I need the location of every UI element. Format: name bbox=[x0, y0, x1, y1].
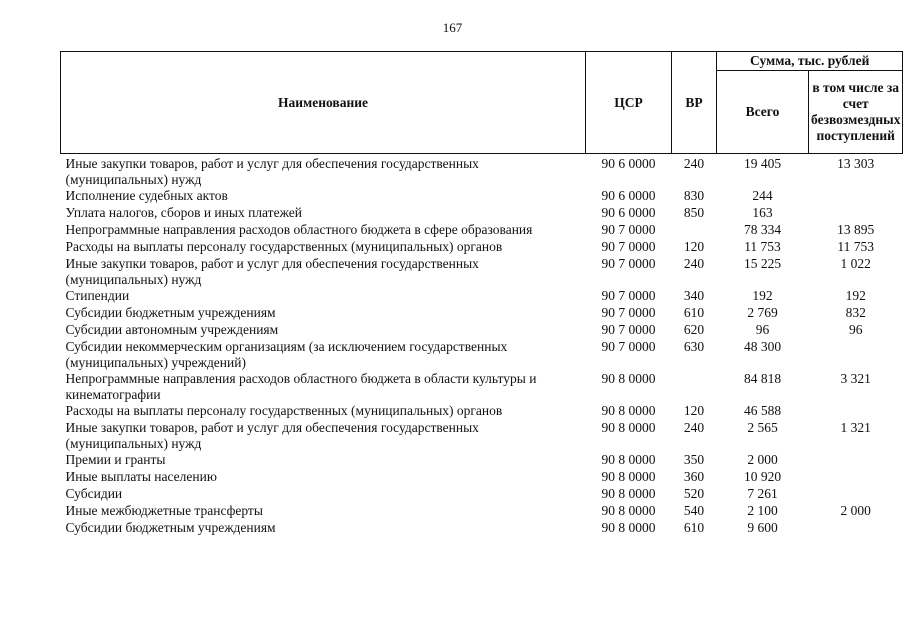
row-gratuitous bbox=[809, 205, 903, 222]
table-row bbox=[61, 256, 903, 288]
row-csr: 90 7 0000 bbox=[601, 222, 656, 237]
row-csr: 90 7 0000 bbox=[601, 322, 656, 337]
row-vr: 120 bbox=[683, 403, 705, 418]
row-vr: 830 bbox=[683, 188, 705, 203]
row-total: 48 300 bbox=[743, 339, 782, 354]
row-total: 11 753 bbox=[744, 239, 781, 254]
table-row bbox=[61, 322, 903, 339]
row-csr: 90 7 0000 bbox=[601, 305, 656, 320]
row-total: 84 818 bbox=[743, 371, 782, 386]
row-total: 2 000 bbox=[747, 452, 778, 467]
row-gratuitous: 13 895 bbox=[837, 222, 875, 237]
table-row bbox=[61, 486, 903, 503]
row-gratuitous: 13 303 bbox=[837, 156, 875, 171]
row-name: Субсидии автономным учреждениям bbox=[65, 322, 279, 337]
table-row bbox=[61, 288, 903, 305]
row-gratuitous: 11 753 bbox=[837, 239, 875, 254]
row-total: 192 bbox=[752, 288, 773, 303]
header-vr: ВР bbox=[672, 52, 717, 154]
row-gratuitous: 3 321 bbox=[840, 371, 871, 386]
row-name: Иные закупки товаров, работ и услуг для обеспечения государственных (муниципальных) нужд bbox=[65, 156, 479, 187]
row-gratuitous: 96 bbox=[848, 322, 863, 337]
row-csr: 90 8 0000 bbox=[601, 520, 656, 535]
row-total: 15 225 bbox=[743, 256, 782, 271]
row-name: Иные закупки товаров, работ и услуг для обеспечения государственных (муниципальных) нужд bbox=[65, 420, 479, 451]
row-total: 7 261 bbox=[747, 486, 778, 501]
row-vr: 350 bbox=[683, 452, 705, 467]
table-row bbox=[61, 222, 903, 239]
table-row bbox=[61, 420, 903, 452]
row-vr: 610 bbox=[683, 305, 705, 320]
table-row bbox=[61, 205, 903, 222]
table-row bbox=[61, 403, 903, 420]
row-csr: 90 8 0000 bbox=[601, 403, 656, 418]
row-name: Иные межбюджетные трансферты bbox=[65, 503, 263, 518]
table-body bbox=[61, 154, 903, 538]
row-total: 19 405 bbox=[743, 156, 782, 171]
row-vr: 240 bbox=[683, 156, 705, 171]
row-gratuitous: 192 bbox=[845, 288, 866, 303]
row-gratuitous: 2 000 bbox=[840, 503, 871, 518]
row-csr: 90 7 0000 bbox=[601, 288, 656, 303]
row-vr bbox=[672, 222, 717, 239]
row-name: Уплата налогов, сборов и иных платежей bbox=[65, 205, 302, 220]
header-gratuitous: в том числе за счет безвозмездных поступлений bbox=[809, 71, 903, 154]
row-name: Субсидии бюджетным учреждениям bbox=[65, 520, 276, 535]
row-total: 2 769 bbox=[747, 305, 778, 320]
row-vr: 620 bbox=[683, 322, 705, 337]
row-csr: 90 8 0000 bbox=[601, 452, 656, 467]
row-total: 2 565 bbox=[747, 420, 778, 435]
table-row bbox=[61, 520, 903, 537]
row-csr: 90 7 0000 bbox=[601, 256, 656, 271]
row-gratuitous bbox=[809, 403, 903, 420]
row-csr: 90 7 0000 bbox=[601, 239, 656, 254]
row-vr: 540 bbox=[683, 503, 705, 518]
row-name: Субсидии бюджетным учреждениям bbox=[65, 305, 276, 320]
row-vr: 520 bbox=[683, 486, 705, 501]
row-total: 96 bbox=[755, 322, 770, 337]
row-name: Расходы на выплаты персоналу государственных (муниципальных) органов bbox=[65, 403, 503, 418]
header-name: Наименование bbox=[61, 52, 586, 154]
row-name: Непрограммные направления расходов областного бюджета в сфере образования bbox=[65, 222, 533, 237]
row-gratuitous bbox=[809, 339, 903, 371]
table-row bbox=[61, 339, 903, 371]
row-vr: 630 bbox=[683, 339, 705, 354]
row-total: 46 588 bbox=[743, 403, 782, 418]
row-csr: 90 8 0000 bbox=[601, 486, 656, 501]
row-vr: 850 bbox=[683, 205, 705, 220]
budget-table bbox=[60, 51, 903, 537]
row-csr: 90 6 0000 bbox=[601, 156, 656, 171]
row-csr: 90 6 0000 bbox=[601, 205, 656, 220]
row-vr: 340 bbox=[683, 288, 705, 303]
row-name: Премии и гранты bbox=[65, 452, 166, 467]
header-total: Всего bbox=[717, 71, 809, 154]
table-row bbox=[61, 371, 903, 403]
row-csr: 90 8 0000 bbox=[601, 371, 656, 386]
table-row bbox=[61, 469, 903, 486]
page-number: 167 bbox=[442, 20, 463, 35]
table-row bbox=[61, 305, 903, 322]
header-sum-group: Сумма, тыс. рублей bbox=[717, 52, 903, 71]
row-vr: 120 bbox=[683, 239, 705, 254]
row-name: Исполнение судебных актов bbox=[65, 188, 228, 203]
table-row bbox=[61, 154, 903, 189]
table-row bbox=[61, 188, 903, 205]
row-vr: 240 bbox=[683, 420, 705, 435]
row-total: 10 920 bbox=[743, 469, 782, 484]
header-csr: ЦСР bbox=[586, 52, 672, 154]
row-vr bbox=[672, 371, 717, 403]
row-name: Непрограммные направления расходов областного бюджета в области культуры и кинематографии bbox=[65, 371, 537, 402]
table-header bbox=[61, 52, 903, 154]
row-total: 9 600 bbox=[747, 520, 778, 535]
row-total: 78 334 bbox=[743, 222, 782, 237]
row-gratuitous bbox=[809, 469, 903, 486]
row-total: 2 100 bbox=[747, 503, 778, 518]
row-vr: 240 bbox=[683, 256, 705, 271]
row-gratuitous bbox=[809, 188, 903, 205]
row-name: Стипендии bbox=[65, 288, 130, 303]
row-gratuitous: 1 321 bbox=[840, 420, 871, 435]
table-row bbox=[61, 452, 903, 469]
row-csr: 90 8 0000 bbox=[601, 503, 656, 518]
row-vr: 610 bbox=[683, 520, 705, 535]
row-gratuitous bbox=[809, 486, 903, 503]
row-gratuitous bbox=[809, 452, 903, 469]
row-name: Иные выплаты населению bbox=[65, 469, 217, 484]
row-csr: 90 7 0000 bbox=[601, 339, 656, 354]
row-name: Расходы на выплаты персоналу государственных (муниципальных) органов bbox=[65, 239, 503, 254]
row-vr: 360 bbox=[683, 469, 705, 484]
row-csr: 90 6 0000 bbox=[601, 188, 656, 203]
row-total: 244 bbox=[752, 188, 773, 203]
row-csr: 90 8 0000 bbox=[601, 420, 656, 435]
row-name: Субсидии некоммерческим организациям (за исключением государственных (муниципальных) учреждений) bbox=[65, 339, 508, 370]
table-row bbox=[61, 239, 903, 256]
row-gratuitous bbox=[809, 520, 903, 537]
row-csr: 90 8 0000 bbox=[601, 469, 656, 484]
row-name: Субсидии bbox=[65, 486, 123, 501]
row-total: 163 bbox=[752, 205, 773, 220]
row-gratuitous: 832 bbox=[845, 305, 866, 320]
row-gratuitous: 1 022 bbox=[840, 256, 871, 271]
row-name: Иные закупки товаров, работ и услуг для обеспечения государственных (муниципальных) нужд bbox=[65, 256, 479, 287]
table-row bbox=[61, 503, 903, 520]
